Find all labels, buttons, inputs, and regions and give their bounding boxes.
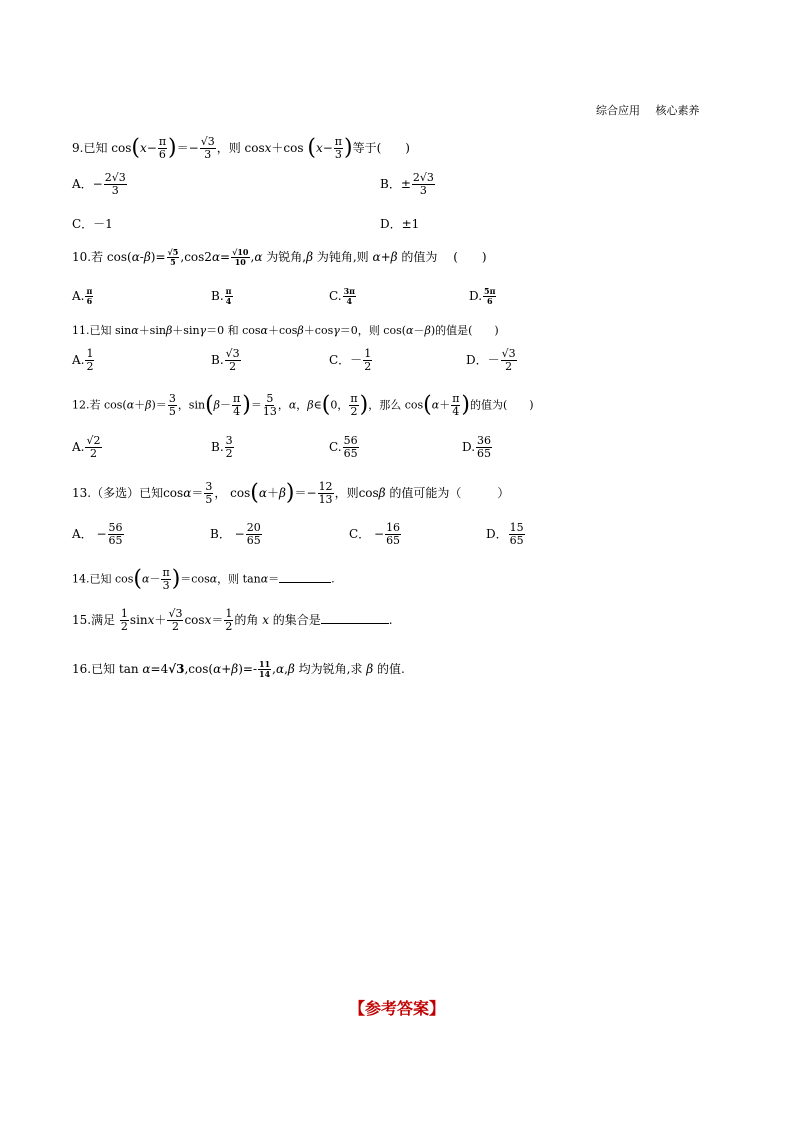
question-13-options: [72, 522, 526, 547]
option-b: B. $\frac{\pi}{4}$: [211, 286, 232, 306]
option-a: A．− $\frac{2√3}{3}$: [72, 171, 126, 198]
question-9: 9.已知 cos(x− $\frac{\pi}{6}$ )＝− $\frac{√3}{3}$ ，则 cosx＋cos (x− $\frac{\pi}{3}$ )等于( ): [72, 135, 410, 162]
question-9-options-2: [72, 215, 419, 232]
option-a: A． − $\frac{56}{65}$: [72, 521, 123, 548]
question-10: 10.若 cos(α-β)= $\frac{√5}{5}$ ,cos2α= $\frac{√10}{10}$ ,α 为锐角,β 为钝角,则 α+β 的值为 ( ): [72, 247, 487, 267]
option-c: C．－ $\frac{1}{2}$: [329, 347, 372, 374]
option-d: D. $\frac{5\pi}{6}$: [469, 286, 496, 306]
option-c: C．－1: [72, 217, 113, 231]
question-15: 15.满足 $\frac{1}{2}$ sinx＋ $\frac{√3}{2}$ cosx＝ $\frac{1}{2}$ 的角 x 的集合是 .: [72, 607, 393, 634]
question-12-options: [72, 435, 493, 460]
option-a: A. $\frac{1}{2}$: [72, 347, 94, 374]
option-b: B. $\frac{√3}{2}$: [211, 347, 240, 374]
option-d: D．±1: [380, 217, 420, 231]
option-d: D． $\frac{15}{65}$: [486, 521, 524, 548]
question-16: 16.已知 tan α=4√3,cos(α+β)=- $\frac{11}{14}$ ,α,β 均为锐角,求 β 的值.: [72, 659, 405, 679]
option-b: B． − $\frac{20}{65}$: [210, 521, 261, 548]
question-10-options: [72, 287, 497, 306]
option-a: A. $\frac{√2}{2}$: [72, 434, 101, 461]
option-b: B. $\frac{3}{2}$: [211, 434, 233, 461]
answer-blank[interactable]: [279, 570, 331, 583]
option-c: C． − $\frac{16}{65}$: [349, 521, 401, 548]
answer-blank[interactable]: [321, 611, 389, 624]
question-11-options: [72, 348, 518, 373]
question-14: 14.已知 cos(α－ $\frac{\pi}{3}$ )＝cosα，则 tanα＝ .: [72, 566, 335, 593]
page-header: 综合应用 核心素养: [596, 104, 700, 117]
question-13: 13.（多选）已知cosα＝ $\frac{3}{5}$ ， cos(α＋β)＝− $\frac{12}{13}$ ，则cosβ 的值可能为（ ）: [72, 480, 510, 507]
question-11: 11.已知 sinα＋sinβ＋sinγ＝0 和 cosα＋cosβ＋cosγ＝0，则 cos(α－β)的值是( ): [72, 324, 499, 337]
question-9-options-1: [72, 172, 436, 197]
option-a: A. $\frac{\pi}{6}$: [72, 286, 93, 306]
option-c: C. $\frac{3\pi}{4}$: [329, 286, 355, 306]
option-d: D. $\frac{36}{65}$: [462, 434, 492, 461]
option-b: B．± $\frac{2√3}{3}$: [380, 171, 434, 198]
question-12: 12.若 cos(α＋β)＝ $\frac{3}{5}$ ，sin(β－ $\frac{\pi}{4}$ )＝ $\frac{5}{13}$ ，α，β∈(0， $\frac{\pi}{2}$ )，那么 cos(α＋ $\frac{\pi}{4}$ )的值为( ): [72, 392, 534, 419]
answer-section-title: 【参考答案】: [348, 999, 445, 1018]
option-d: D．－ $\frac{√3}{2}$: [466, 347, 516, 374]
option-c: C. $\frac{56}{65}$: [329, 434, 358, 461]
